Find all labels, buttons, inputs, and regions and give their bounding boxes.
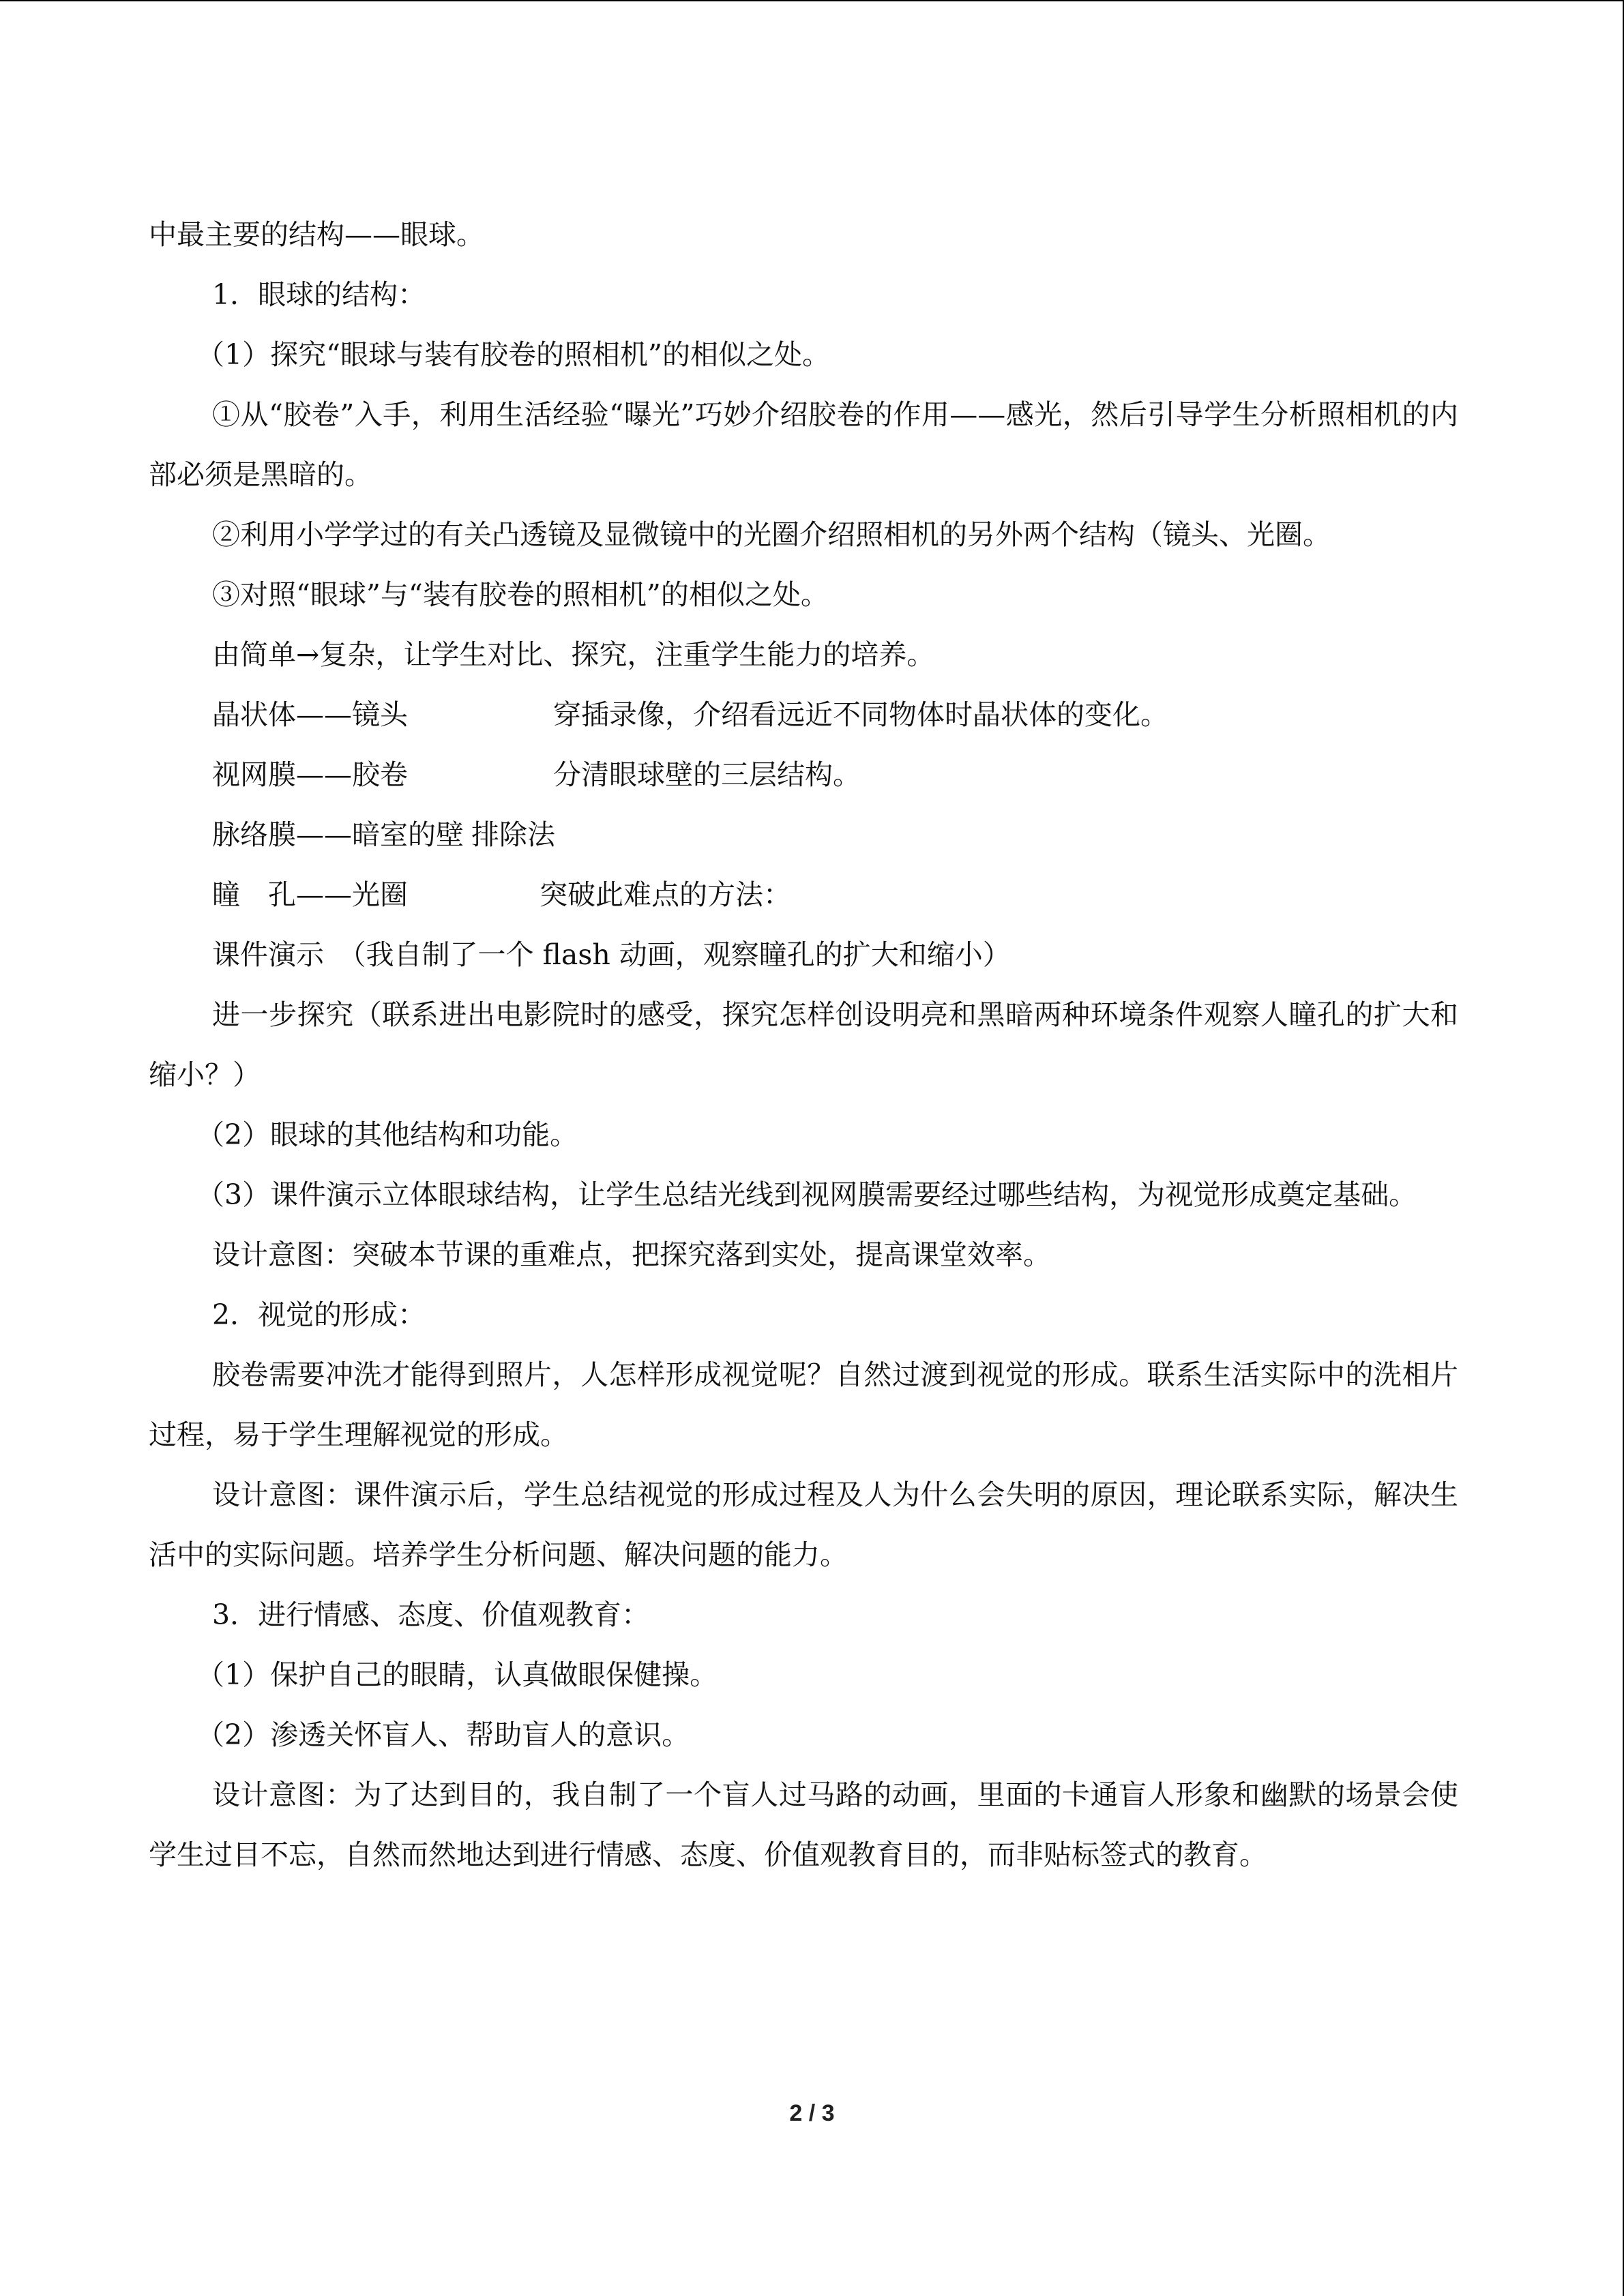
design-intent: 设计意图：为了达到目的，我自制了一个盲人过马路的动画，里面的卡通盲人形象和幽默的场景会使学生过目不忘，自然而然地达到进行情感、态度、价值观教育目的，而非贴标签式的教育。: [149, 1778, 1458, 1871]
comparison-term: 脉络膜——暗室的壁: [212, 818, 464, 851]
section-heading: 2．视觉的形成：: [212, 1298, 426, 1331]
paragraph: ①从“胶卷”入手，利用生活经验“曝光”巧妙介绍胶卷的作用——感光，然后引导学生分析照相机的内部必须是黑暗的。: [149, 398, 1458, 491]
comparison-note: 分清眼球壁的三层结构。: [553, 758, 861, 791]
comparison-note: 穿插录像，介绍看远近不同物体时晶状体的变化。: [553, 698, 1168, 731]
paragraph: 中最主要的结构——眼球。: [149, 218, 484, 251]
comparison-row: [149, 685, 1458, 745]
comparison-note: 突破此难点的方法：: [540, 878, 791, 911]
paragraph: 进一步探究（联系进出电影院时的感受，探究怎样创设明亮和黑暗两种环境条件观察人瞳孔的扩大和缩小？）: [149, 998, 1458, 1091]
comparison-note: 排除法: [471, 818, 555, 851]
comparison-row: [149, 805, 1458, 865]
design-intent: 设计意图：课件演示后，学生总结视觉的形成过程及人为什么会失明的原因，理论联系实际，解决生活中的实际问题。培养学生分析问题、解决问题的能力。: [149, 1478, 1458, 1571]
subsection-heading: （2）渗透关怀盲人、帮助盲人的意识。: [196, 1718, 690, 1751]
comparison-term: 瞳 孔——光圈: [212, 878, 408, 911]
section-heading: 3．进行情感、态度、价值观教育：: [212, 1598, 650, 1631]
paragraph: ②利用小学学过的有关凸透镜及显微镜中的光圈介绍照相机的另外两个结构（镜头、光圈。: [212, 518, 1331, 551]
subsection-heading: （1）保护自己的眼睛，认真做眼保健操。: [196, 1658, 718, 1691]
paragraph: （3）课件演示立体眼球结构，让学生总结光线到视网膜需要经过哪些结构，为视觉形成奠定基础。: [196, 1178, 1417, 1211]
page-number: 2 / 3: [789, 2100, 835, 2126]
section-heading: 1．眼球的结构：: [212, 278, 426, 311]
paragraph: 由简单→复杂，让学生对比、探究，注重学生能力的培养。: [212, 638, 935, 671]
comparison-term: 视网膜——胶卷: [212, 758, 408, 791]
paragraph: 胶卷需要冲洗才能得到照片，人怎样形成视觉呢？自然过渡到视觉的形成。联系生活实际中的洗相片过程，易于学生理解视觉的形成。: [149, 1358, 1458, 1451]
design-intent: 设计意图：突破本节课的重难点，把探究落到实处，提高课堂效率。: [212, 1238, 1051, 1271]
subsection-heading: （1）探究“眼球与装有胶卷的照相机”的相似之处。: [196, 338, 831, 371]
comparison-row: [149, 745, 1458, 805]
comparison-term: 晶状体——镜头: [212, 698, 408, 731]
document-body: [149, 205, 1458, 1885]
paragraph: ③对照“眼球”与“装有胶卷的照相机”的相似之处。: [212, 578, 829, 611]
subsection-heading: （2）眼球的其他结构和功能。: [196, 1118, 578, 1151]
paragraph: 课件演示 （我自制了一个 flash 动画，观察瞳孔的扩大和缩小）: [212, 938, 1011, 971]
comparison-row: [149, 865, 1458, 925]
